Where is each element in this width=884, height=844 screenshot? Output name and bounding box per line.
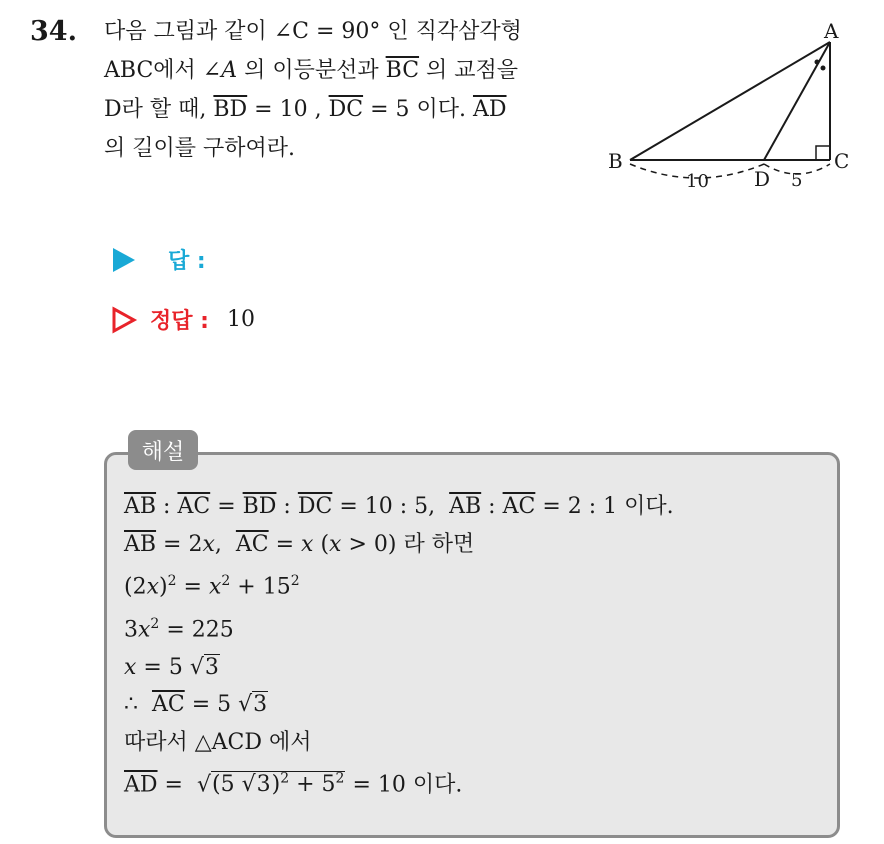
question-line-3: D라 할 때, $\overline{BD} = 10$ , $\overline{DC} = 5$ 이다. $\overline{AD}$: [104, 97, 507, 122]
angle-dot-2: [821, 66, 826, 71]
label-d: D: [754, 167, 771, 191]
solution-line-2: $\overline{AB} = 2x$, $\overline{AC} = x$ (x > 0) 라 하면: [124, 531, 475, 557]
label-b: B: [608, 149, 623, 173]
triangle-figure: [600, 20, 860, 200]
solution-line-4: $3x^2 = 225$: [124, 615, 234, 643]
question-text: [104, 12, 604, 168]
bisector-ad: [764, 42, 830, 160]
correct-answer-label: 정답 :: [150, 309, 209, 334]
label-bd-length: 10: [686, 171, 709, 192]
correct-answer-row: [110, 304, 255, 335]
question-number: 34.: [30, 16, 77, 47]
question-line-4: 의 길이를 구하여라.: [104, 136, 295, 161]
question-line-2: ABC에서 ∠A 의 이등분선과 $\overline{BC}$ 의 교점을: [104, 58, 519, 83]
solution-line-6: ∴ $\overline{AC} = 5$ √3: [124, 692, 268, 718]
play-icon: [110, 246, 138, 274]
label-c: C: [834, 149, 850, 173]
right-angle-mark: [816, 146, 830, 160]
solution-line-8: $\overline{AD} = √(5$ $√3)^2 + 5^2 = 10$ 이다.: [124, 771, 463, 798]
solution-line-3: $(2x)^2 = x^2 + 15^2$: [124, 573, 300, 600]
solution-text: [124, 488, 674, 804]
solution-line-5: x = 5 √3: [124, 654, 219, 680]
correct-answer-value: 10: [226, 307, 255, 332]
solution-tag: 해설: [128, 430, 198, 470]
answer-row: [110, 244, 206, 275]
label-a: A: [824, 20, 839, 43]
side-ab: [630, 42, 830, 160]
play-outline-icon: [110, 306, 138, 334]
angle-dot-1: [815, 60, 820, 65]
question-line-1: 다음 그림과 같이 ∠C = 90° 인 직각삼각형: [104, 19, 522, 44]
solution-line-7: 따라서 △ACD 에서: [124, 729, 312, 755]
answer-label: 답 :: [168, 249, 206, 274]
label-dc-length: 5: [791, 170, 803, 191]
solution-line-1: $\overline{AB}$ : $\overline{AC} = \overline{BD}$ : $\overline{DC} = 10$ : 5, $\overline{AB}$ : $\overline{AC} = 2$ : 1 이다.: [124, 494, 674, 519]
